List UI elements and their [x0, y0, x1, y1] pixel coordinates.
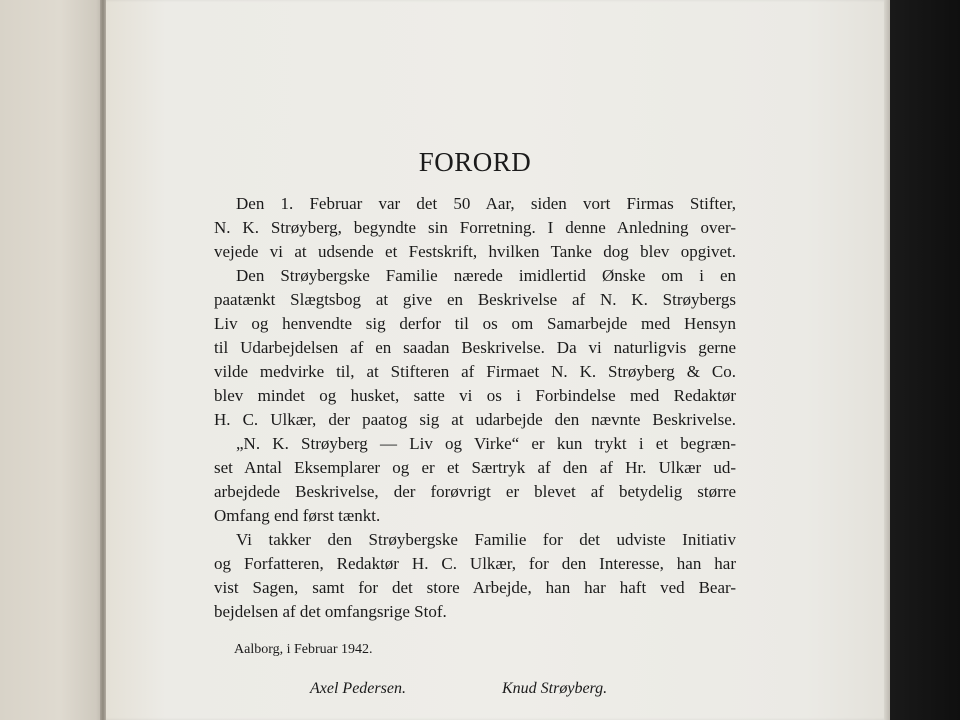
- page-title: FORORD: [418, 147, 532, 177]
- text-line: arbejdede Beskrivelse, der forøvrigt er blevet af betydelig større: [214, 482, 736, 501]
- paragraph-2: [214, 264, 736, 432]
- text-line: Omfang end først tænkt.: [214, 506, 381, 525]
- text-line: N. K. Strøyberg, begyndte sin Forretning. I denne Anledning over-: [214, 218, 736, 237]
- text-line: vejede vi at udsende et Festskrift, hvilken Tanke dog blev opgivet.: [214, 242, 736, 261]
- paragraph-1: [214, 192, 736, 264]
- text-line: H. C. Ulkær, der paatog sig at udarbejde den nævnte Beskrivelse.: [214, 410, 736, 429]
- text-line: „N. K. Strøyberg — Liv og Virke“ er kun trykt i et begræn-: [236, 434, 736, 453]
- text-line: paatænkt Slægtsbog at give en Beskrivelse af N. K. Strøybergs: [214, 290, 736, 309]
- signatures: [214, 680, 736, 706]
- text-line: Den 1. Februar var det 50 Aar, siden vort Firmas Stifter,: [236, 194, 736, 213]
- page-edge: [884, 0, 890, 720]
- text-line: blev mindet og husket, satte vi os i Forbindelse med Redaktør: [214, 386, 736, 405]
- text-line: bejdelsen af det omfangsrige Stof.: [214, 602, 447, 621]
- text-line: Den Strøybergske Familie nærede imidlertid Ønske om i en: [236, 266, 736, 285]
- signature-2: Knud Strøyberg.: [502, 680, 608, 697]
- left-page: [0, 0, 104, 720]
- place-date: Aalborg, i Februar 1942.: [234, 642, 373, 657]
- text-line: vist Sagen, samt for det store Arbejde, han har haft ved Bear-: [214, 578, 736, 597]
- text-line: Vi takker den Strøybergske Familie for det udviste Initiativ: [236, 530, 736, 549]
- paragraph-4: [214, 528, 736, 624]
- text-line: og Forfatteren, Redaktør H. C. Ulkær, for den Interesse, han har: [214, 554, 736, 573]
- paragraph-3: [214, 432, 736, 528]
- page-content: [214, 146, 736, 706]
- signature-1: Axel Pedersen.: [310, 680, 406, 697]
- text-line: set Antal Eksemplarer og er et Særtryk af den af Hr. Ulkær ud-: [214, 458, 736, 477]
- text-line: Liv og henvendte sig derfor til os om Samarbejde med Hensyn: [214, 314, 736, 333]
- text-line: til Udarbejdelsen af en saadan Beskrivelse. Da vi naturligvis gerne: [214, 338, 736, 357]
- text-line: vilde medvirke til, at Stifteren af Firmaet N. K. Strøyberg & Co.: [214, 362, 736, 381]
